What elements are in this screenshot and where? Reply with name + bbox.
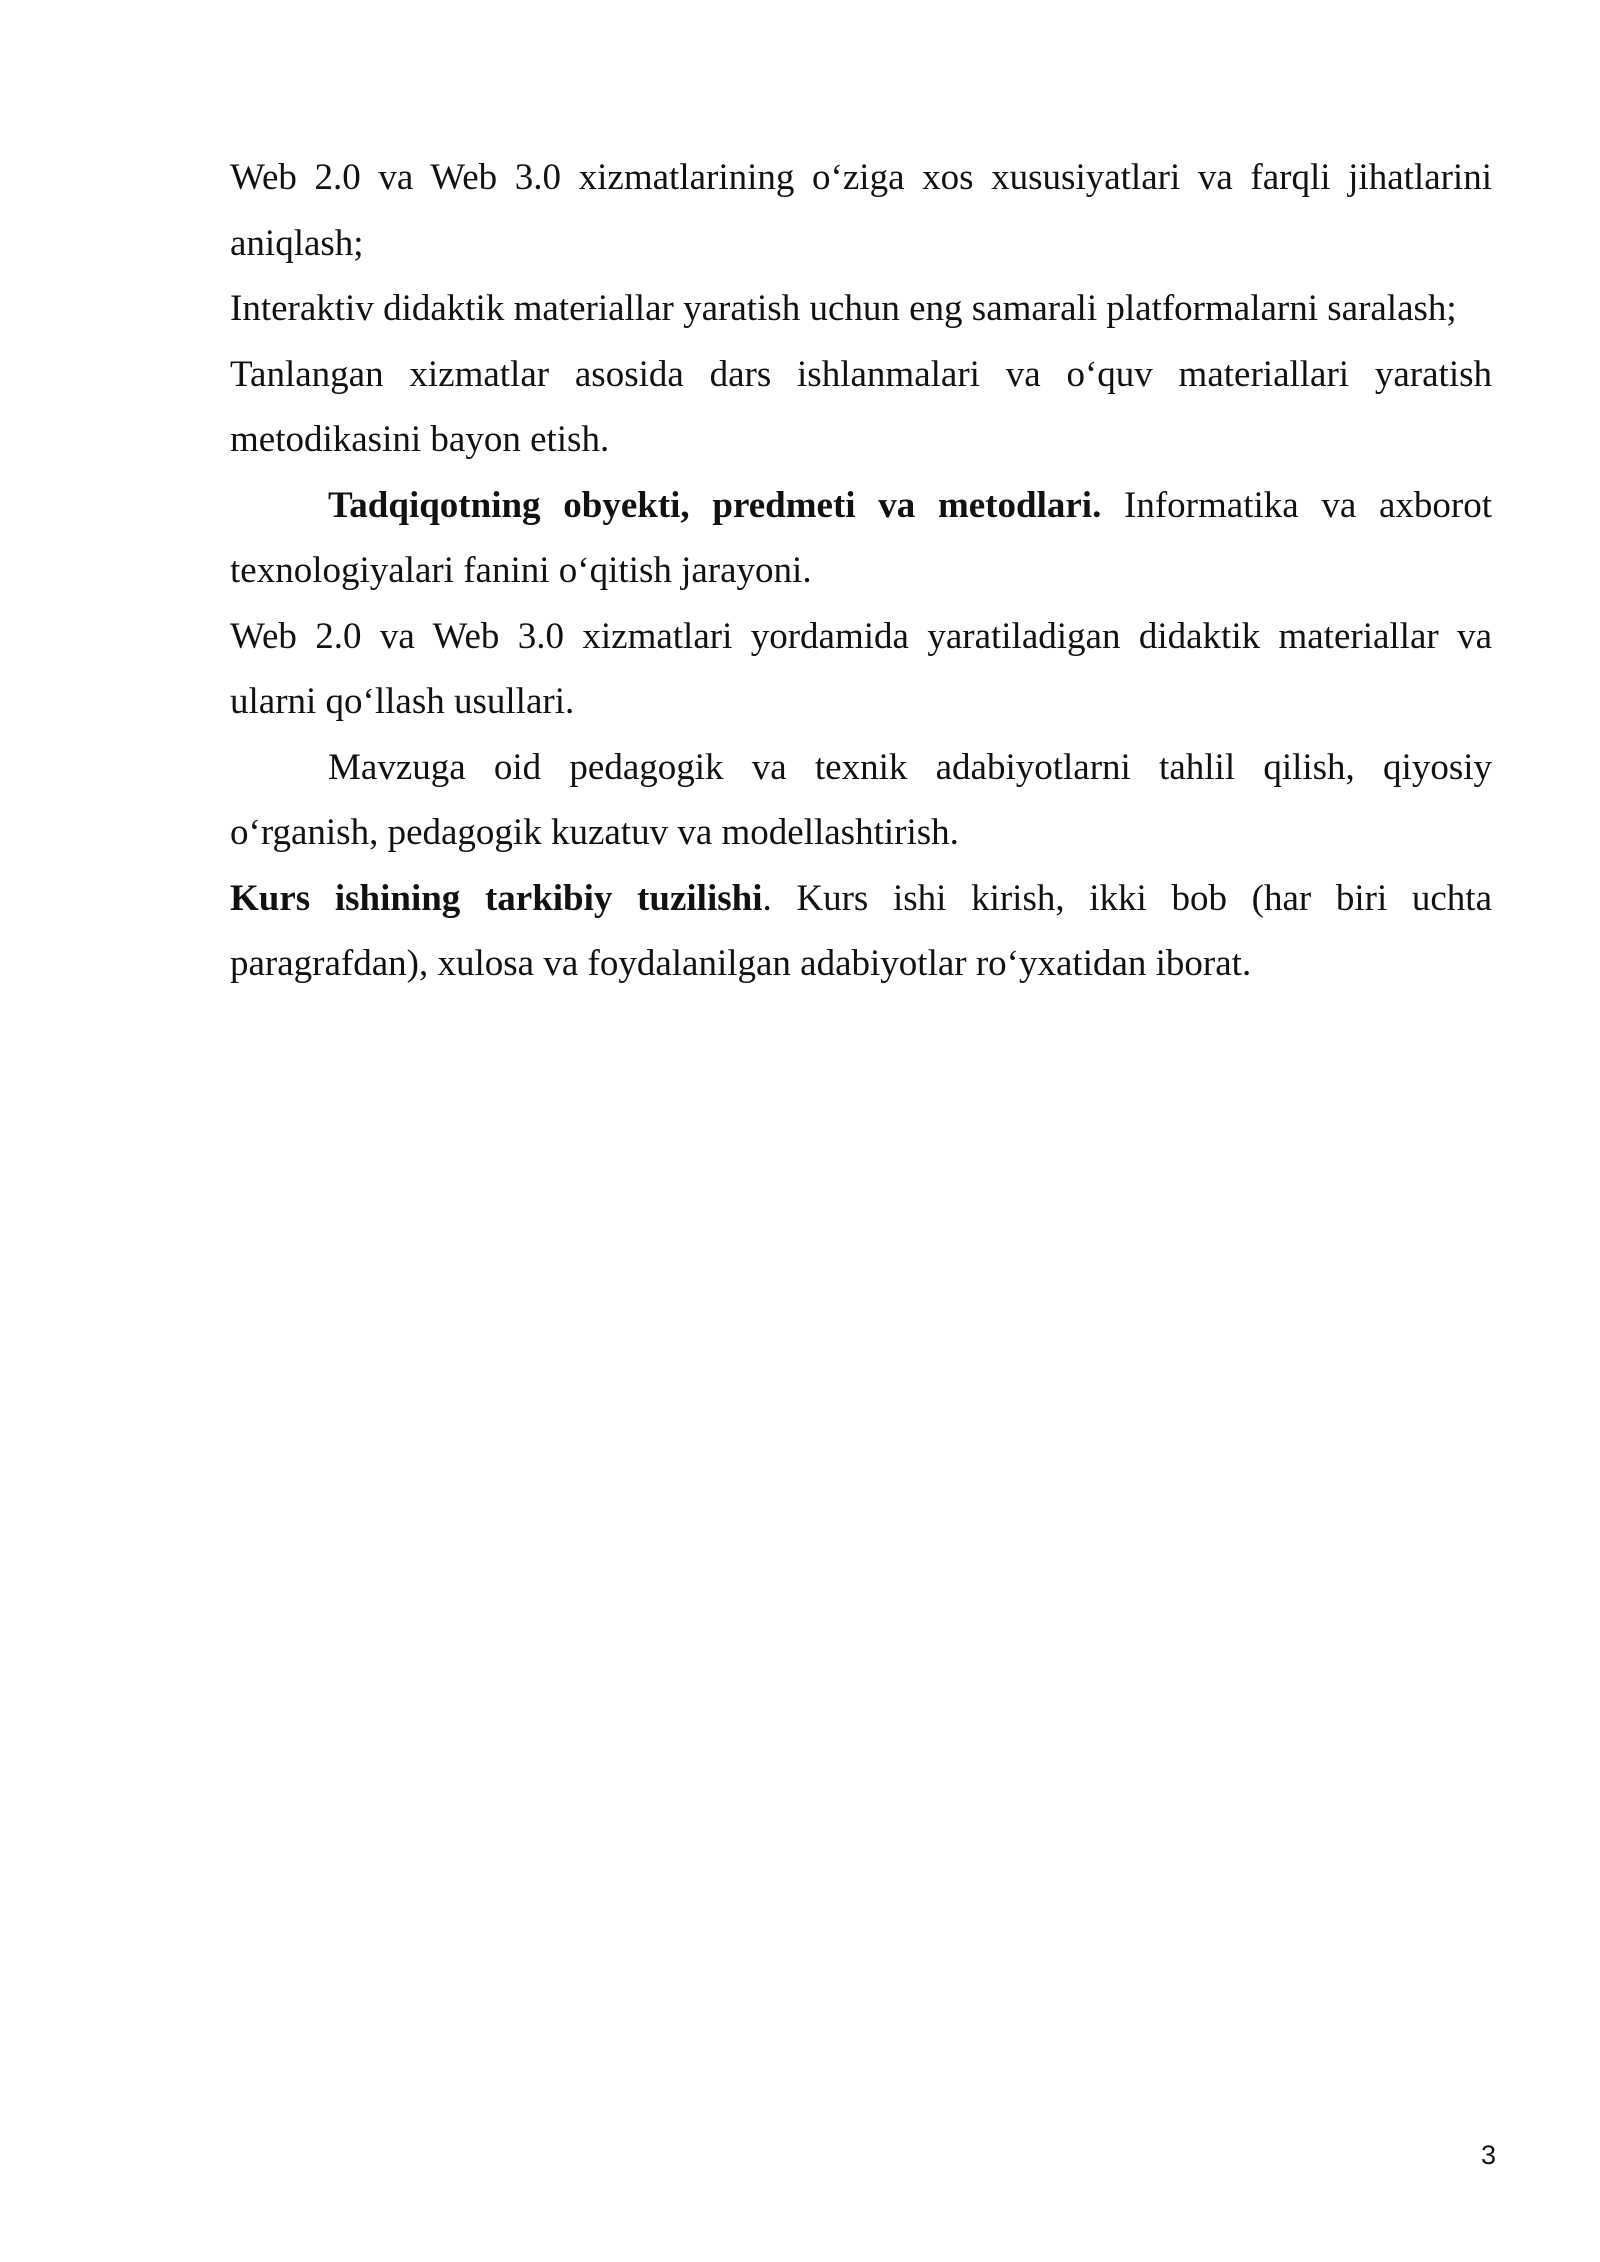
paragraph-text: Tanlangan xizmatlar asosida dars ishlanmalari va o‘quv materiallari yaratish metodikasini bayon etish. [230, 353, 1492, 460]
document-body [230, 145, 1492, 997]
paragraph-research-subject [230, 604, 1492, 735]
paragraph-text: Web 2.0 va Web 3.0 xizmatlari yordamida yaratiladigan didaktik materiallar va ularni qo‘llash usullari. [230, 615, 1492, 722]
paragraph-text: Mavzuga oid pedagogik va texnik adabiyotlarni tahlil qilish, qiyosiy o‘rganish, pedagogik kuzatuv va modellashtirish. [230, 746, 1492, 853]
paragraph-text: Interaktiv didaktik materiallar yaratish uchun eng samarali platformalarni saralash; [230, 288, 1457, 329]
paragraph-goal-methodology [230, 342, 1492, 473]
paragraph-text: Informatika va axborot texnologiyalari fanini o‘qitish jarayoni. [230, 484, 1493, 591]
paragraph-text: Web 2.0 va Web 3.0 xizmatlarining o‘ziga xos xususiyatlari va farqli jihatlarini aniqlash; [230, 157, 1492, 264]
paragraph-heading: Tadqiqotning obyekti, predmeti va metodlari. [328, 484, 1102, 526]
paragraph-text: . Kurs ishi kirish, ikki bob (har biri uchta paragrafdan), xulosa va foydalanilgan adabiyotlar ro‘yxatidan iborat. [230, 877, 1492, 984]
page-number: 3 [1480, 2140, 1496, 2170]
paragraph-research-methods [230, 735, 1492, 866]
paragraph-research-object [230, 473, 1492, 604]
paragraph-goal-web-features [230, 145, 1492, 276]
paragraph-structure [230, 866, 1492, 997]
paragraph-heading: Kurs ishining tarkibiy tuzilishi [230, 877, 763, 919]
paragraph-goal-platforms [230, 276, 1492, 342]
